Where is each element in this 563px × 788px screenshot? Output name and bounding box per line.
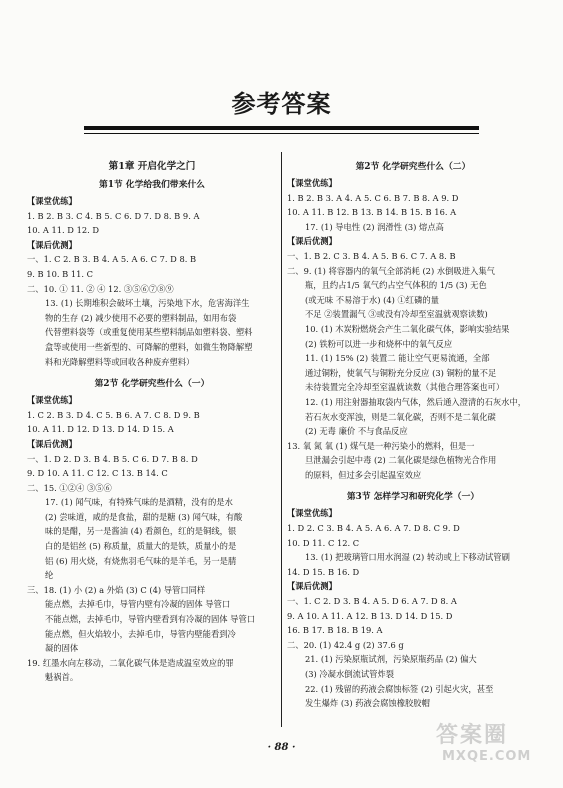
section-2-answers — [27, 393, 277, 685]
answer-line: 料和光降解塑料等或回收各种废弃塑料） — [45, 356, 195, 367]
section-heading-3: 第2节 化学研究些什么（二） — [355, 162, 471, 172]
section-1-answers — [27, 194, 277, 369]
answer-line: 13. (1) 长期堆积会破坏土壤，污染地下水，危害海洋生 — [45, 298, 250, 309]
answer-line: 能点燃，但火焰较小，去掉毛巾，导管内壁能看到冷 — [45, 628, 236, 639]
answer-line: 瓶，且约占1/5 氧气约占空气体积的 1/5 (3) 无色 — [305, 280, 487, 291]
answer-line: 二、15. ①②④ ③⑤⑥ — [27, 482, 112, 493]
answer-line: 10. (1) 木炭粉燃烧会产生二氧化碳气体，影响实验结果 — [305, 323, 510, 334]
answer-line: 13. (1) 把玻璃管口用水润湿 (2) 转动或上下移动试管刷 — [305, 552, 510, 563]
subsection-tag: 【课后优测】 — [27, 438, 77, 449]
title-rule-thick — [84, 126, 479, 130]
subsection-tag: 【课堂优练】 — [27, 395, 77, 406]
answer-line: 一、1. C 2. B 3. B 4. A 5. A 6. C 7. D 8. B — [27, 254, 197, 265]
left-column — [27, 158, 277, 685]
subsection-tag: 【课后优测】 — [287, 581, 337, 592]
answer-line: 通过铜粉，使氧气与铜粉充分反应 (3) 铜粉的量不足 — [305, 367, 497, 378]
answer-line: 凝的固体 — [45, 643, 79, 654]
section-heading-4: 第3节 怎样学习和研究化学（一） — [346, 492, 480, 503]
page-number: · 88 · — [267, 742, 296, 753]
answer-line: 10. A 11. B 12. B 13. B 14. B 15. B 16. A — [287, 207, 457, 218]
title-rule-thin — [84, 133, 479, 134]
answer-line: (或无味 不易溶于水) (4) ①红磷的量 — [305, 294, 439, 305]
answer-line: 9. A 10. A 11. A 12. B 13. D 14. D 15. D — [287, 610, 453, 621]
answer-line: 16. B 17. B 18. B 19. A — [287, 625, 383, 636]
answer-line: 未待装置完全冷却至室温就读数（其他合理答案也可） — [305, 382, 505, 393]
answer-line: 纶 — [45, 570, 54, 581]
section-heading-1: 第1节 化学给我们带来什么 — [99, 180, 205, 190]
answer-line: 物的生存 (2) 减少使用不必要的塑料制品，如用布袋 — [45, 312, 237, 323]
answer-line: 1. C 2. B 3. D 4. C 5. B 6. A 7. C 8. D 9. B — [27, 409, 200, 420]
chapter-heading: 第1章 开启化学之门 — [108, 161, 196, 172]
answer-line: 不足 ②装置漏气 ③或没有冷却至室温就观察读数) — [305, 309, 488, 320]
answer-line: 11. (1) 15% (2) 装置二 能让空气更易流通，全部 — [305, 353, 490, 364]
answer-line: 10. A 11. D 12. D 13. D 14. D 15. A — [27, 424, 174, 435]
answer-line: (2) 尝味道，咸的是食盐，甜的是糖 (3) 闻气味，有酸 — [45, 511, 243, 522]
answer-line: (2) 无毒 廉价 不与食品反应 — [305, 426, 408, 437]
section-3-answers — [287, 176, 539, 482]
watermark-text: 答案圈 — [436, 723, 509, 748]
answer-line: 旦泄漏会引起中毒 (2) 二氧化碳是绿色植物光合作用 — [305, 455, 497, 466]
page-title: 参考答案 — [231, 90, 332, 118]
section-heading-2: 第2节 化学研究些什么（一） — [94, 379, 210, 390]
answer-line: 魁祸首。 — [45, 672, 79, 683]
answer-line: 二、20. (1) 42.4 g (2) 37.6 g — [287, 639, 404, 650]
answer-line: 9. D 10. A 11. C 12. C 13. B 14. C — [27, 468, 168, 479]
subsection-tag: 【课堂优练】 — [287, 178, 337, 188]
subsection-tag: 【课后优测】 — [27, 239, 77, 250]
subsection-tag: 【课后优测】 — [287, 236, 337, 247]
answer-line: 二、10. ① 11. ② ④ 12. ③⑤⑥⑦⑧⑨ — [27, 283, 174, 294]
subsection-tag: 【课堂优练】 — [27, 196, 77, 206]
answer-line: 10. D 11. C 12. C — [287, 537, 360, 548]
answer-line: 白的是铝丝 (5) 称质量，质量大的是铁，质量小的是 — [45, 541, 237, 552]
section-4-answers — [287, 506, 539, 710]
answer-line: 一、1. B 2. C 3. B 4. A 5. B 6. C 7. A 8. B — [287, 250, 456, 261]
answer-line: 1. B 2. B 3. A 4. A 5. C 6. B 7. B 8. A 9. D — [287, 192, 459, 203]
answer-line: 10. A 11. D 12. D — [27, 225, 100, 236]
answer-line: 不能点燃，去掉毛巾，导管内壁看到有冷凝的固体 导管口 — [45, 614, 256, 625]
answer-line: 17. (1) 闻气味，有特殊气味的是酒精，没有的是水 — [45, 497, 233, 508]
right-column — [287, 158, 539, 711]
watermark-url: MXQE.COM — [442, 749, 532, 764]
answer-line: 22. (1) 残留的药液会腐蚀标签 (2) 引起火灾，甚至 — [305, 683, 494, 694]
answer-line: (3) 冷凝水倒流试管炸裂 — [305, 669, 395, 679]
answer-line: 代替塑料袋等（或重复使用某些塑料制品如塑料袋、塑料 — [45, 327, 253, 338]
answer-line: 一、1. D 2. D 3. B 4. B 5. C 6. D 7. B 8. D — [27, 453, 198, 464]
answer-line: 一、1. C 2. D 3. B 4. A 5. D 6. A 7. D 8. A — [287, 596, 457, 607]
answer-line: 19. 红墨水向左移动，二氧化碳气体是造成温室效应的罪 — [27, 657, 234, 668]
answer-line: 若石灰水变浑浊，则是二氧化碳，否则不是二氧化碳 — [305, 411, 496, 422]
answer-line: 21. (1) 污染原瓶试剂，污染原瓶药品 (2) 偏大 — [305, 654, 477, 665]
answer-line: 1. D 2. C 3. B 4. A 5. A 6. A 7. D 8. C 9. D — [287, 523, 460, 534]
column-divider — [281, 152, 282, 727]
answer-line: 盒等或使用一些新型的、可降解的塑料，如微生物降解塑 — [45, 341, 253, 352]
answer-line: 13. 氧 氮 氧 (1) 煤气是一种污染小的燃料，但是一 — [287, 440, 475, 451]
answer-line: 12. (1) 用注射器抽取袋内气体，然后通入澄清的石灰水中， — [305, 396, 527, 407]
answer-line: 的原料，但过多会引起温室效应 — [305, 469, 422, 480]
answer-line: 铝 (6) 用火烧，有烧焦羽毛气味的是羊毛，另一是腈 — [45, 555, 237, 566]
answer-line: 味的是醋，另一是酱油 (4) 看颜色，红的是铜线，银 — [45, 526, 237, 537]
answer-line: 能点燃，去掉毛巾，导管内壁有冷凝的固体 导管口 — [45, 599, 231, 610]
watermark-logo — [436, 718, 554, 776]
subsection-tag: 【课堂优练】 — [287, 508, 337, 519]
answer-line: (2) 铁粉可以进一步和烧杯中的氧气反应 — [305, 338, 453, 349]
answer-line: 9. B 10. B 11. C — [27, 268, 94, 279]
answer-line: 17. (1) 导电性 (2) 润滑性 (3) 熔点高 — [305, 221, 444, 232]
answer-line: 三、18. (1) 小 (2) a 外焰 (3) C (4) 导管口同样 — [27, 584, 206, 595]
answer-line: 发生爆炸 (3) 药液会腐蚀橡胶胶帽 — [305, 698, 430, 709]
answer-line: 1. B 2. B 3. C 4. B 5. C 6. D 7. D 8. B 9. A — [27, 210, 200, 221]
answer-line: 二、9. (1) 将容器内的氧气全部消耗 (2) 水倒吸进入集气 — [287, 265, 495, 276]
answer-line: 14. D 15. B 16. D — [287, 566, 360, 577]
